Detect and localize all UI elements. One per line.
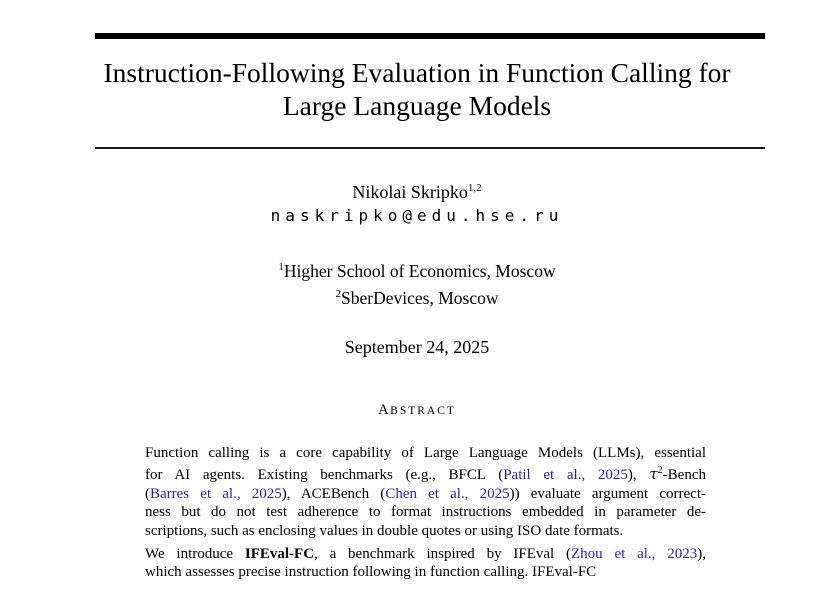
abstract-text: ness but do not test adherence to format instructions embedded in parameter de- — [145, 504, 706, 521]
abstract-text: for AI agents. Existing benchmarks (e.g., BFCL ( — [145, 467, 504, 484]
abstract-line — [145, 503, 706, 522]
affiliation-text: SberDevices, Moscow — [341, 287, 499, 308]
citation-link[interactable]: Chen et al., 2025 — [385, 485, 510, 502]
abstract-text: ), ACEBench ( — [281, 485, 386, 502]
abstract-text: -Bench — [662, 467, 706, 484]
abstract-line — [145, 563, 706, 582]
abstract-text: which assesses precise instruction following in function calling. IFEval-FC — [145, 564, 597, 581]
abstract-line — [145, 522, 706, 541]
author-affiliation-marker: 1,2 — [467, 182, 482, 194]
abstract-text: ), — [627, 467, 650, 484]
abstract-line — [145, 545, 706, 564]
title-rule — [95, 147, 765, 149]
citation-link[interactable]: Barres et al., 2025 — [150, 485, 282, 502]
abstract-heading-initial: A — [378, 401, 391, 418]
paper-title-line1: Instruction-Following Evaluation in Function Calling for — [103, 57, 731, 88]
author-line — [0, 182, 834, 203]
affiliations — [0, 256, 834, 310]
affiliation-line — [0, 256, 834, 283]
paper-date: September 24, 2025 — [344, 336, 490, 357]
author-email[interactable]: naskripko@edu.hse.ru — [270, 206, 564, 225]
abstract-line — [145, 462, 706, 485]
abstract-paragraph — [145, 444, 706, 541]
abstract-text: We introduce — [145, 545, 245, 562]
top-rule — [95, 33, 765, 39]
abstract-body — [145, 444, 706, 582]
citation-link[interactable]: Zhou et al., 2023 — [571, 545, 698, 562]
benchmark-name: IFEval-FC — [244, 545, 315, 562]
affiliation-text: Higher School of Economics, Moscow — [283, 260, 556, 281]
abstract-line — [145, 485, 706, 504]
abstract-text: ( — [145, 485, 150, 502]
citation-link[interactable]: Patil et al., 2025 — [503, 467, 628, 484]
paper-title-line2: Large Language Models — [282, 90, 552, 121]
paper-page — [0, 33, 834, 592]
abstract-paragraph — [145, 545, 706, 582]
affiliation-marker: 1 — [278, 261, 284, 273]
affiliation-marker: 2 — [335, 287, 342, 300]
abstract-text: Function calling is a core capability of Large Language Models (LLMs), essential — [145, 444, 706, 461]
abstract-text: scriptions, such as enclosing values in double quotes or using ISO date formats. — [145, 523, 624, 540]
author-name: Nikolai Skripko — [352, 182, 468, 202]
abstract-line — [145, 444, 706, 463]
paper-title — [0, 56, 834, 122]
tau-squared-symbol: $\tau^2$ — [649, 465, 663, 484]
abstract-text: , a benchmark inspired by IFEval ( — [314, 545, 572, 562]
abstract-heading — [0, 402, 834, 419]
abstract-heading-rest: BSTRACT — [390, 404, 456, 417]
abstract-text: )) evaluate argument correct- — [509, 485, 706, 502]
affiliation-line — [0, 283, 834, 310]
abstract-text: ), — [697, 545, 706, 562]
